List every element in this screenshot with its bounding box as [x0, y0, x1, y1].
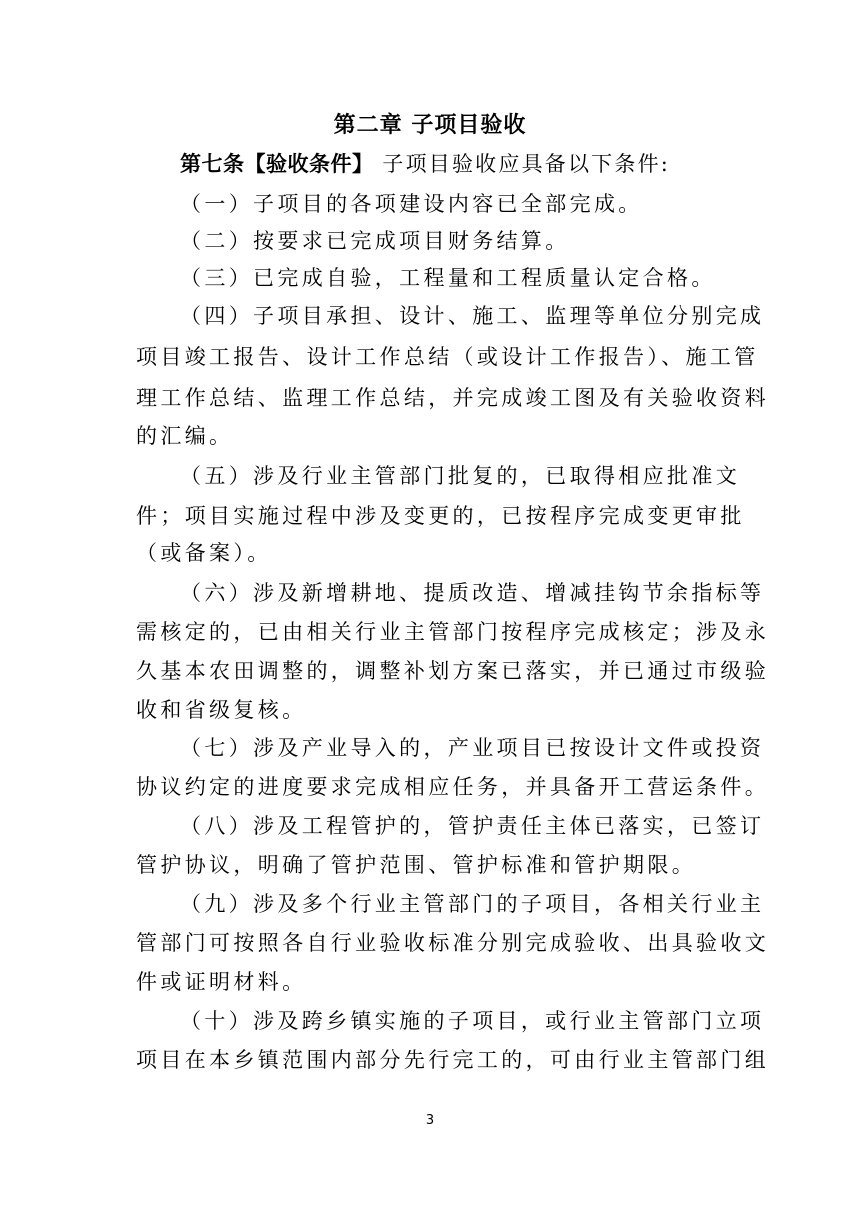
paragraph-line: （一）子项目的各项建设内容已全部完成。 — [180, 192, 643, 216]
paragraph-line: 管部门可按照各自行业验收标准分别完成验收、出具验收文 — [136, 931, 770, 955]
paragraph-line: 管护协议，明确了管护范围、管护标准和管护期限。 — [136, 853, 697, 877]
paragraph-line: 理工作总结、监理工作总结，并完成竣工图及有关验收资料 — [136, 386, 770, 410]
paragraph-line: （三）已完成自验，工程量和工程质量认定合格。 — [180, 266, 716, 290]
paragraph-line: 的汇编。 — [136, 424, 234, 448]
paragraph-line: 项目竣工报告、设计工作总结（或设计工作报告）、施工管 — [136, 345, 759, 369]
paragraph-line: （九）涉及多个行业主管部门的子项目，各相关行业主 — [180, 892, 765, 916]
page-number: 3 — [425, 1113, 435, 1128]
paragraph-line: 项目在本乡镇范围内部分先行完工的，可由行业主管部门组 — [136, 1048, 770, 1072]
paragraph-line: 收和省级复核。 — [136, 698, 307, 722]
paragraph-line: 件；项目实施过程中涉及变更的，已按程序完成变更审批 — [136, 504, 745, 528]
paragraph-line: （二）按要求已完成项目财务结算。 — [180, 229, 570, 253]
paragraph-line: 协议约定的进度要求完成相应任务，并具备开工营运条件。 — [136, 775, 770, 799]
paragraph-line: （八）涉及工程管护的，管护责任主体已落实，已签订 — [180, 814, 765, 838]
paragraph-line: （六）涉及新增耕地、提质改造、增减挂钩节余指标等 — [180, 581, 765, 605]
paragraph-line: （四）子项目承担、设计、施工、监理等单位分别完成 — [180, 304, 765, 328]
paragraph-line: 件或证明材料。 — [136, 970, 307, 994]
paragraph-line: （五）涉及行业主管部门批复的，已取得相应批准文 — [180, 464, 741, 488]
paragraph-line: （或备案）。 — [136, 541, 272, 565]
chapter-title: 第二章 子项目验收 — [333, 113, 527, 138]
paragraph-line: （十）涉及跨乡镇实施的子项目，或行业主管部门立项 — [180, 1009, 765, 1033]
paragraph-line: 需核定的，已由相关行业主管部门按程序完成核定；涉及永 — [136, 620, 770, 644]
article-lead: 子项目验收应具备以下条件: — [373, 152, 671, 176]
article-heading — [180, 146, 736, 182]
article-title: 第七条【验收条件】 — [180, 152, 374, 176]
paragraph-line: （七）涉及产业导入的，产业项目已按设计文件或投资 — [180, 736, 765, 760]
paragraph-line: 久基本农田调整的，调整补划方案已落实，并已通过市级验 — [136, 659, 770, 683]
